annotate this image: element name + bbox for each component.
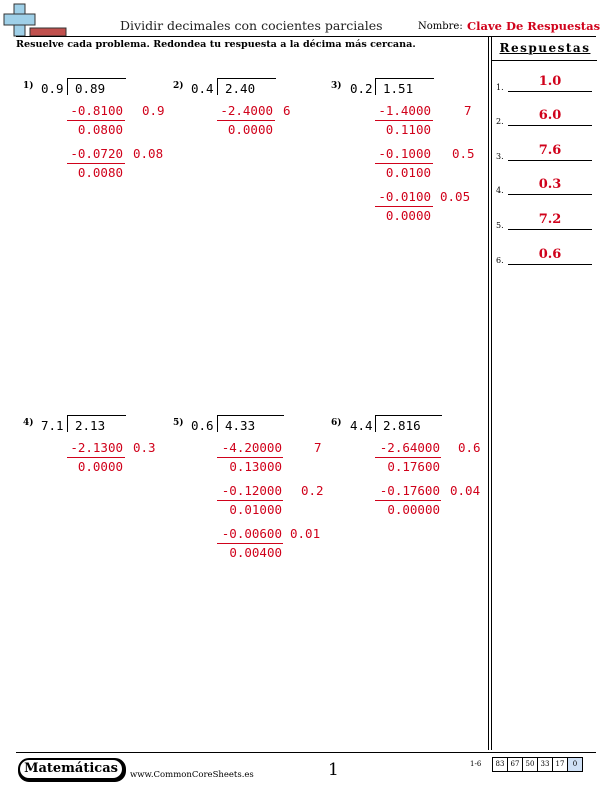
footer-divider [16,752,596,753]
subtraction-step: -2.64000 [379,440,440,455]
partial-quotient: 6 [283,103,291,118]
subtraction-line [375,457,441,458]
remainder: 0.0000 [227,122,273,137]
dividend: 0.89 [75,81,106,96]
problem-number: 2) [173,81,184,91]
answers-heading-divider [491,60,597,61]
remainder: 0.13000 [229,459,282,474]
subtraction-step: -0.0100 [378,189,431,204]
answer-number: 4. [496,186,504,195]
subtraction-step: -0.17600 [379,483,440,498]
subtraction-line [217,120,275,121]
answer-number: 1. [496,83,504,92]
dividend: 2.13 [75,418,106,433]
name-label: Nombre: [418,21,463,32]
score-cell: 50 [522,757,538,772]
answer-value: 7.2 [538,212,562,227]
divisor: 0.4 [191,81,214,96]
remainder: 0.00400 [229,545,282,560]
remainder: 0.0080 [77,165,123,180]
problem-number: 1) [23,81,34,91]
subtraction-line [375,163,433,164]
subtraction-step: -4.20000 [221,440,282,455]
answer-line [508,229,592,230]
subtraction-line [67,120,125,121]
subtraction-line [375,120,433,121]
divisor: 7.1 [41,418,64,433]
answer-column-divider-inner [491,36,492,750]
divisor: 4.4 [350,418,373,433]
score-table [493,757,583,772]
dividend: 4.33 [225,418,256,433]
answer-line [508,91,592,92]
problem-number: 3) [331,81,342,91]
remainder: 0.0800 [77,122,123,137]
subtraction-step: -2.1300 [70,440,123,455]
remainder: 0.17600 [387,459,440,474]
dividend: 2.816 [383,418,421,433]
answer-number: 6. [496,256,504,265]
remainder: 0.0000 [385,208,431,223]
partial-quotient: 0.6 [458,440,481,455]
partial-quotient: 0.5 [452,146,475,161]
problem-range: 1-6 [470,760,482,768]
subtraction-line [375,206,433,207]
subtraction-step: -0.0720 [70,146,123,161]
score-cell: 33 [537,757,553,772]
subtraction-line [67,457,125,458]
partial-quotient: 0.9 [142,103,165,118]
answer-column-divider [488,36,489,750]
divisor: 0.6 [191,418,214,433]
partial-quotient: 0.05 [440,189,471,204]
remainder: 0.01000 [229,502,282,517]
partial-quotient: 0.04 [450,483,481,498]
header-divider [16,36,596,37]
problem-number: 4) [23,418,34,428]
subject-badge: Matemáticas [20,760,122,778]
subtraction-step: -0.1000 [378,146,431,161]
subtraction-line [375,500,441,501]
divisor: 0.2 [350,81,373,96]
answer-value: 1.0 [538,74,562,89]
dividend: 1.51 [383,81,414,96]
answer-line [508,160,592,161]
subtraction-line [217,543,283,544]
answer-value: 0.6 [538,247,562,262]
answer-line [508,194,592,195]
subtraction-line [217,457,283,458]
answer-value: 0.3 [538,177,562,192]
remainder: 0.1100 [385,122,431,137]
remainder: 0.0100 [385,165,431,180]
problem-number: 5) [173,418,184,428]
dividend: 2.40 [225,81,256,96]
answer-number: 3. [496,152,504,161]
score-cell: 83 [492,757,508,772]
answer-value: 6.0 [538,108,562,123]
worksheet-title: Dividir decimales con cocientes parciales [120,18,383,33]
partial-quotient: 0.01 [290,526,321,541]
subtraction-step: -2.4000 [220,103,273,118]
remainder: 0.0000 [77,459,123,474]
site-url: www.CommonCoreSheets.es [130,770,254,780]
answers-heading: Respuestas [499,41,591,55]
answer-value: 7.6 [538,143,562,158]
partial-quotient: 0.3 [133,440,156,455]
subtraction-line [67,163,125,164]
partial-quotient: 7 [464,103,472,118]
page-number: 1 [328,760,339,780]
subtraction-step: -0.8100 [70,103,123,118]
partial-quotient: 0.2 [301,483,324,498]
remainder: 0.00000 [387,502,440,517]
score-cell: 67 [507,757,523,772]
subtraction-step: -1.4000 [378,103,431,118]
divisor: 0.9 [41,81,64,96]
name-value: Clave De Respuestas [467,19,601,33]
instructions: Resuelve cada problema. Redondea tu respuesta a la décima más cercana. [16,39,416,50]
answer-number: 5. [496,221,504,230]
subtraction-step: -0.12000 [221,483,282,498]
partial-quotient: 7 [314,440,322,455]
plus-minus-logo-icon [2,2,68,38]
subtraction-step: -0.00600 [221,526,282,541]
partial-quotient: 0.08 [133,146,164,161]
score-cell: 17 [552,757,568,772]
answer-line [508,125,592,126]
answer-line [508,264,592,265]
problem-number: 6) [331,418,342,428]
score-cell: 0 [567,757,583,772]
answer-number: 2. [496,117,504,126]
subtraction-line [217,500,283,501]
